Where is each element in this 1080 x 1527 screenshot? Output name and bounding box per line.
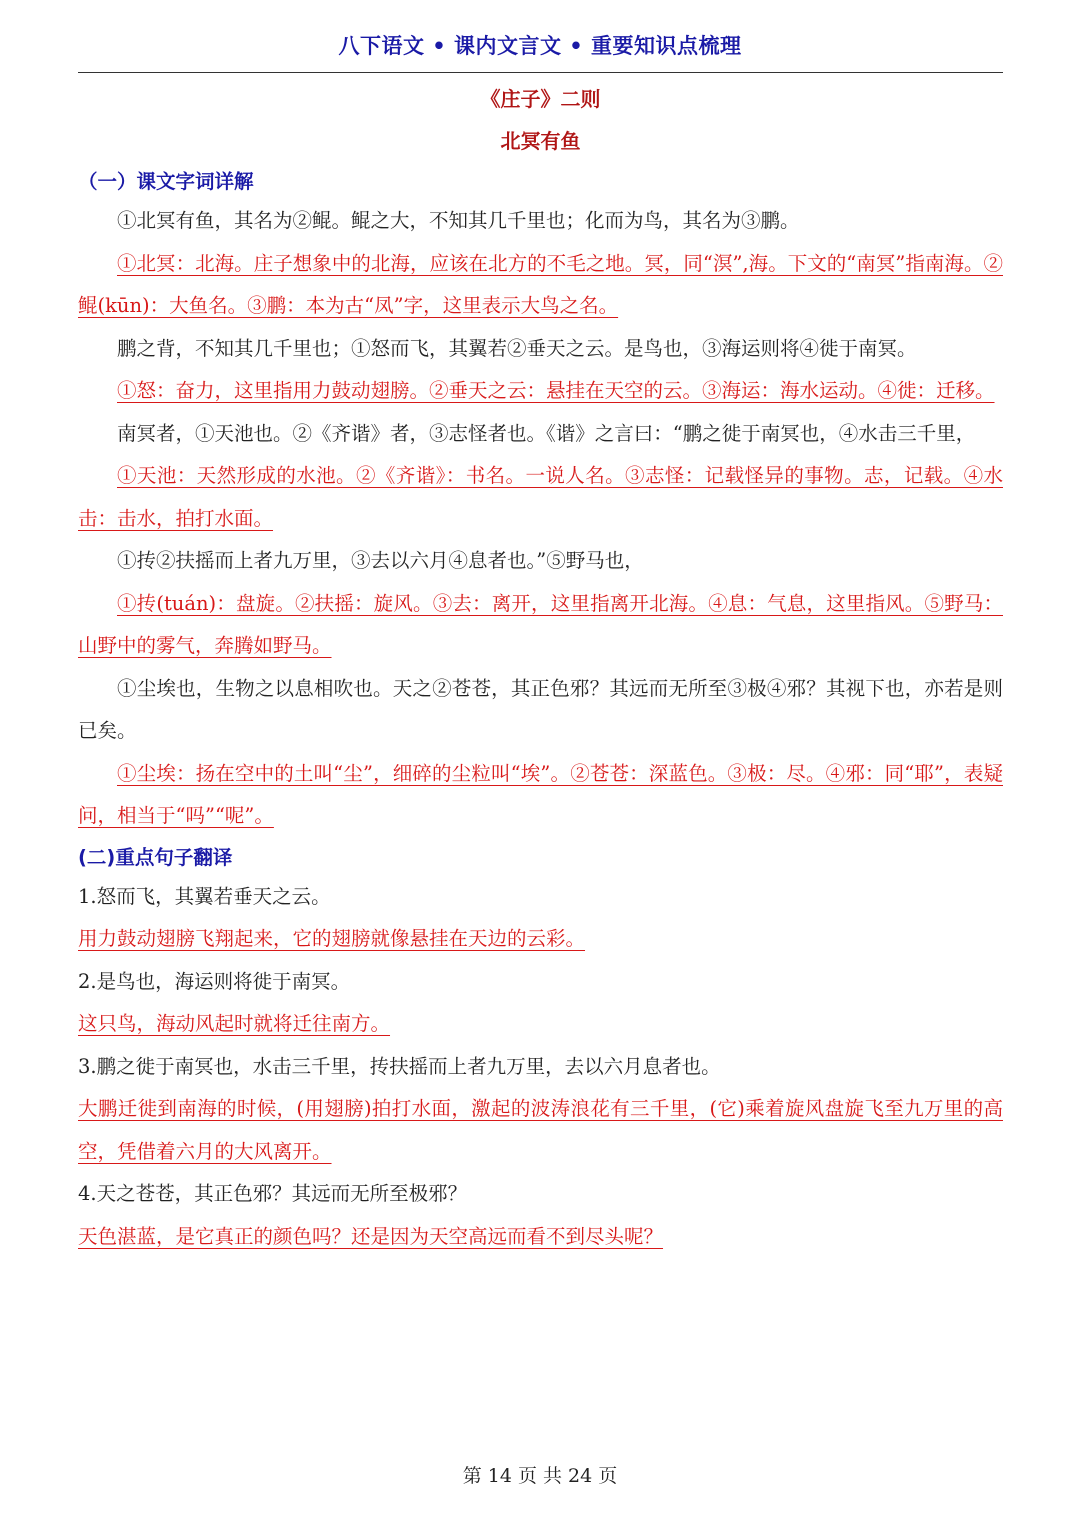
translation-question: 2.是鸟也，海运则将徙于南冥。 — [78, 969, 351, 993]
annotation-underlined: ①尘埃：扬在空中的土叫“尘”，细碎的尘粒叫“埃”。②苍苍：深蓝色。③极：尽。④邪：同“耶”，表疑问，相当于“吗”“呢”。 — [78, 761, 1003, 827]
answer-underlined: 天色湛蓝，是它真正的颜色吗？还是因为天空高远而看不到尽头呢？ — [78, 1224, 664, 1248]
annotation-underlined: ①北冥：北海。庄子想象中的北海，应该在北方的不毛之地。冥，同“溟”,海。下文的“南冥”指南海。②鲲(kūn)：大鱼名。③鹏：本为古“凤”字，这里表示大鸟之名。 — [78, 251, 1003, 317]
annotation-underlined: ①抟(tuán)：盘旋。②扶摇：旋风。③去：离开，这里指离开北海。④息：气息，这里指风。⑤野马：山野中的雾气，奔腾如野马。 — [78, 591, 1003, 657]
annotation-underlined: ①怒：奋力，这里指用力鼓动翅膀。②垂天之云：悬挂在天空的云。③海运：海水运动。④徙：迁移。 — [117, 379, 995, 402]
page-number-footer: 第 14 页 共 24 页 — [462, 1465, 618, 1487]
annotation-text — [78, 243, 1003, 328]
translation-answer — [78, 1216, 1003, 1259]
answer-underlined: 用力鼓动翅膀飞翔起来，它的翅膀就像悬挂在天边的云彩。 — [78, 927, 586, 950]
translation-question: 3.鹏之徙于南冥也，水击三千里，抟扶摇而上者九万里，去以六月息者也。 — [78, 1054, 721, 1078]
original-text: 鹏之背，不知其几千里也；①怒而飞，其翼若②垂天之云。是鸟也，③海运则将④徙于南冥。 — [117, 336, 917, 360]
part2-heading: (二)重点句子翻译 — [78, 845, 233, 869]
original-text: ①北冥有鱼，其名为②鲲。鲲之大，不知其几千里也；化而为鸟，其名为③鹏。 — [117, 209, 800, 232]
chapter-title: 《庄子》二则 — [480, 87, 601, 111]
original-text: ①尘埃也，生物之以息相吹也。天之②苍苍，其正色邪？其远而无所至③极④邪？其视下也，亦若是则已矣。 — [78, 676, 1003, 742]
original-text: 南冥者，①天池也。②《齐谐》者，③志怪者也。《谐》之言曰：“鹏之徙于南冥也，④水击三千里， — [117, 421, 976, 445]
answer-underlined: 这只鸟，海动风起时就将迁往南方。 — [78, 1012, 391, 1035]
translation-answer — [78, 1003, 1003, 1046]
annotation-text — [78, 370, 1003, 413]
section-title: 北冥有鱼 — [500, 129, 581, 153]
part1-heading: （一）课文字词详解 — [78, 170, 254, 193]
annotation-text — [78, 583, 1003, 668]
translation-question: 1.怒而飞，其翼若垂天之云。 — [78, 884, 331, 908]
annotation-underlined: ①天池：天然形成的水池。②《齐谐》：书名。一说人名。③志怪：记载怪异的事物。志，记载。④水击：击水，拍打水面。 — [78, 464, 1003, 530]
translation-question: 4.天之苍苍，其正色邪？其远而无所至极邪？ — [78, 1182, 468, 1205]
original-text: ①抟②扶摇而上者九万里，③去以六月④息者也。”⑤野马也， — [117, 549, 644, 572]
translation-answer — [78, 918, 1003, 961]
header-divider — [78, 72, 1003, 73]
annotation-text — [78, 753, 1003, 838]
page-header-title: 八下语文 • 课内文言文 • 重要知识点梳理 — [338, 34, 742, 58]
page-content — [78, 82, 1003, 1258]
answer-underlined: 大鹏迁徙到南海的时候，(用翅膀)拍打水面，激起的波涛浪花有三千里，(它)乘着旋风盘旋飞至九万里的高空，凭借着六月的大风离开。 — [78, 1097, 1003, 1163]
annotation-text — [78, 455, 1003, 540]
translation-answer — [78, 1088, 1003, 1173]
